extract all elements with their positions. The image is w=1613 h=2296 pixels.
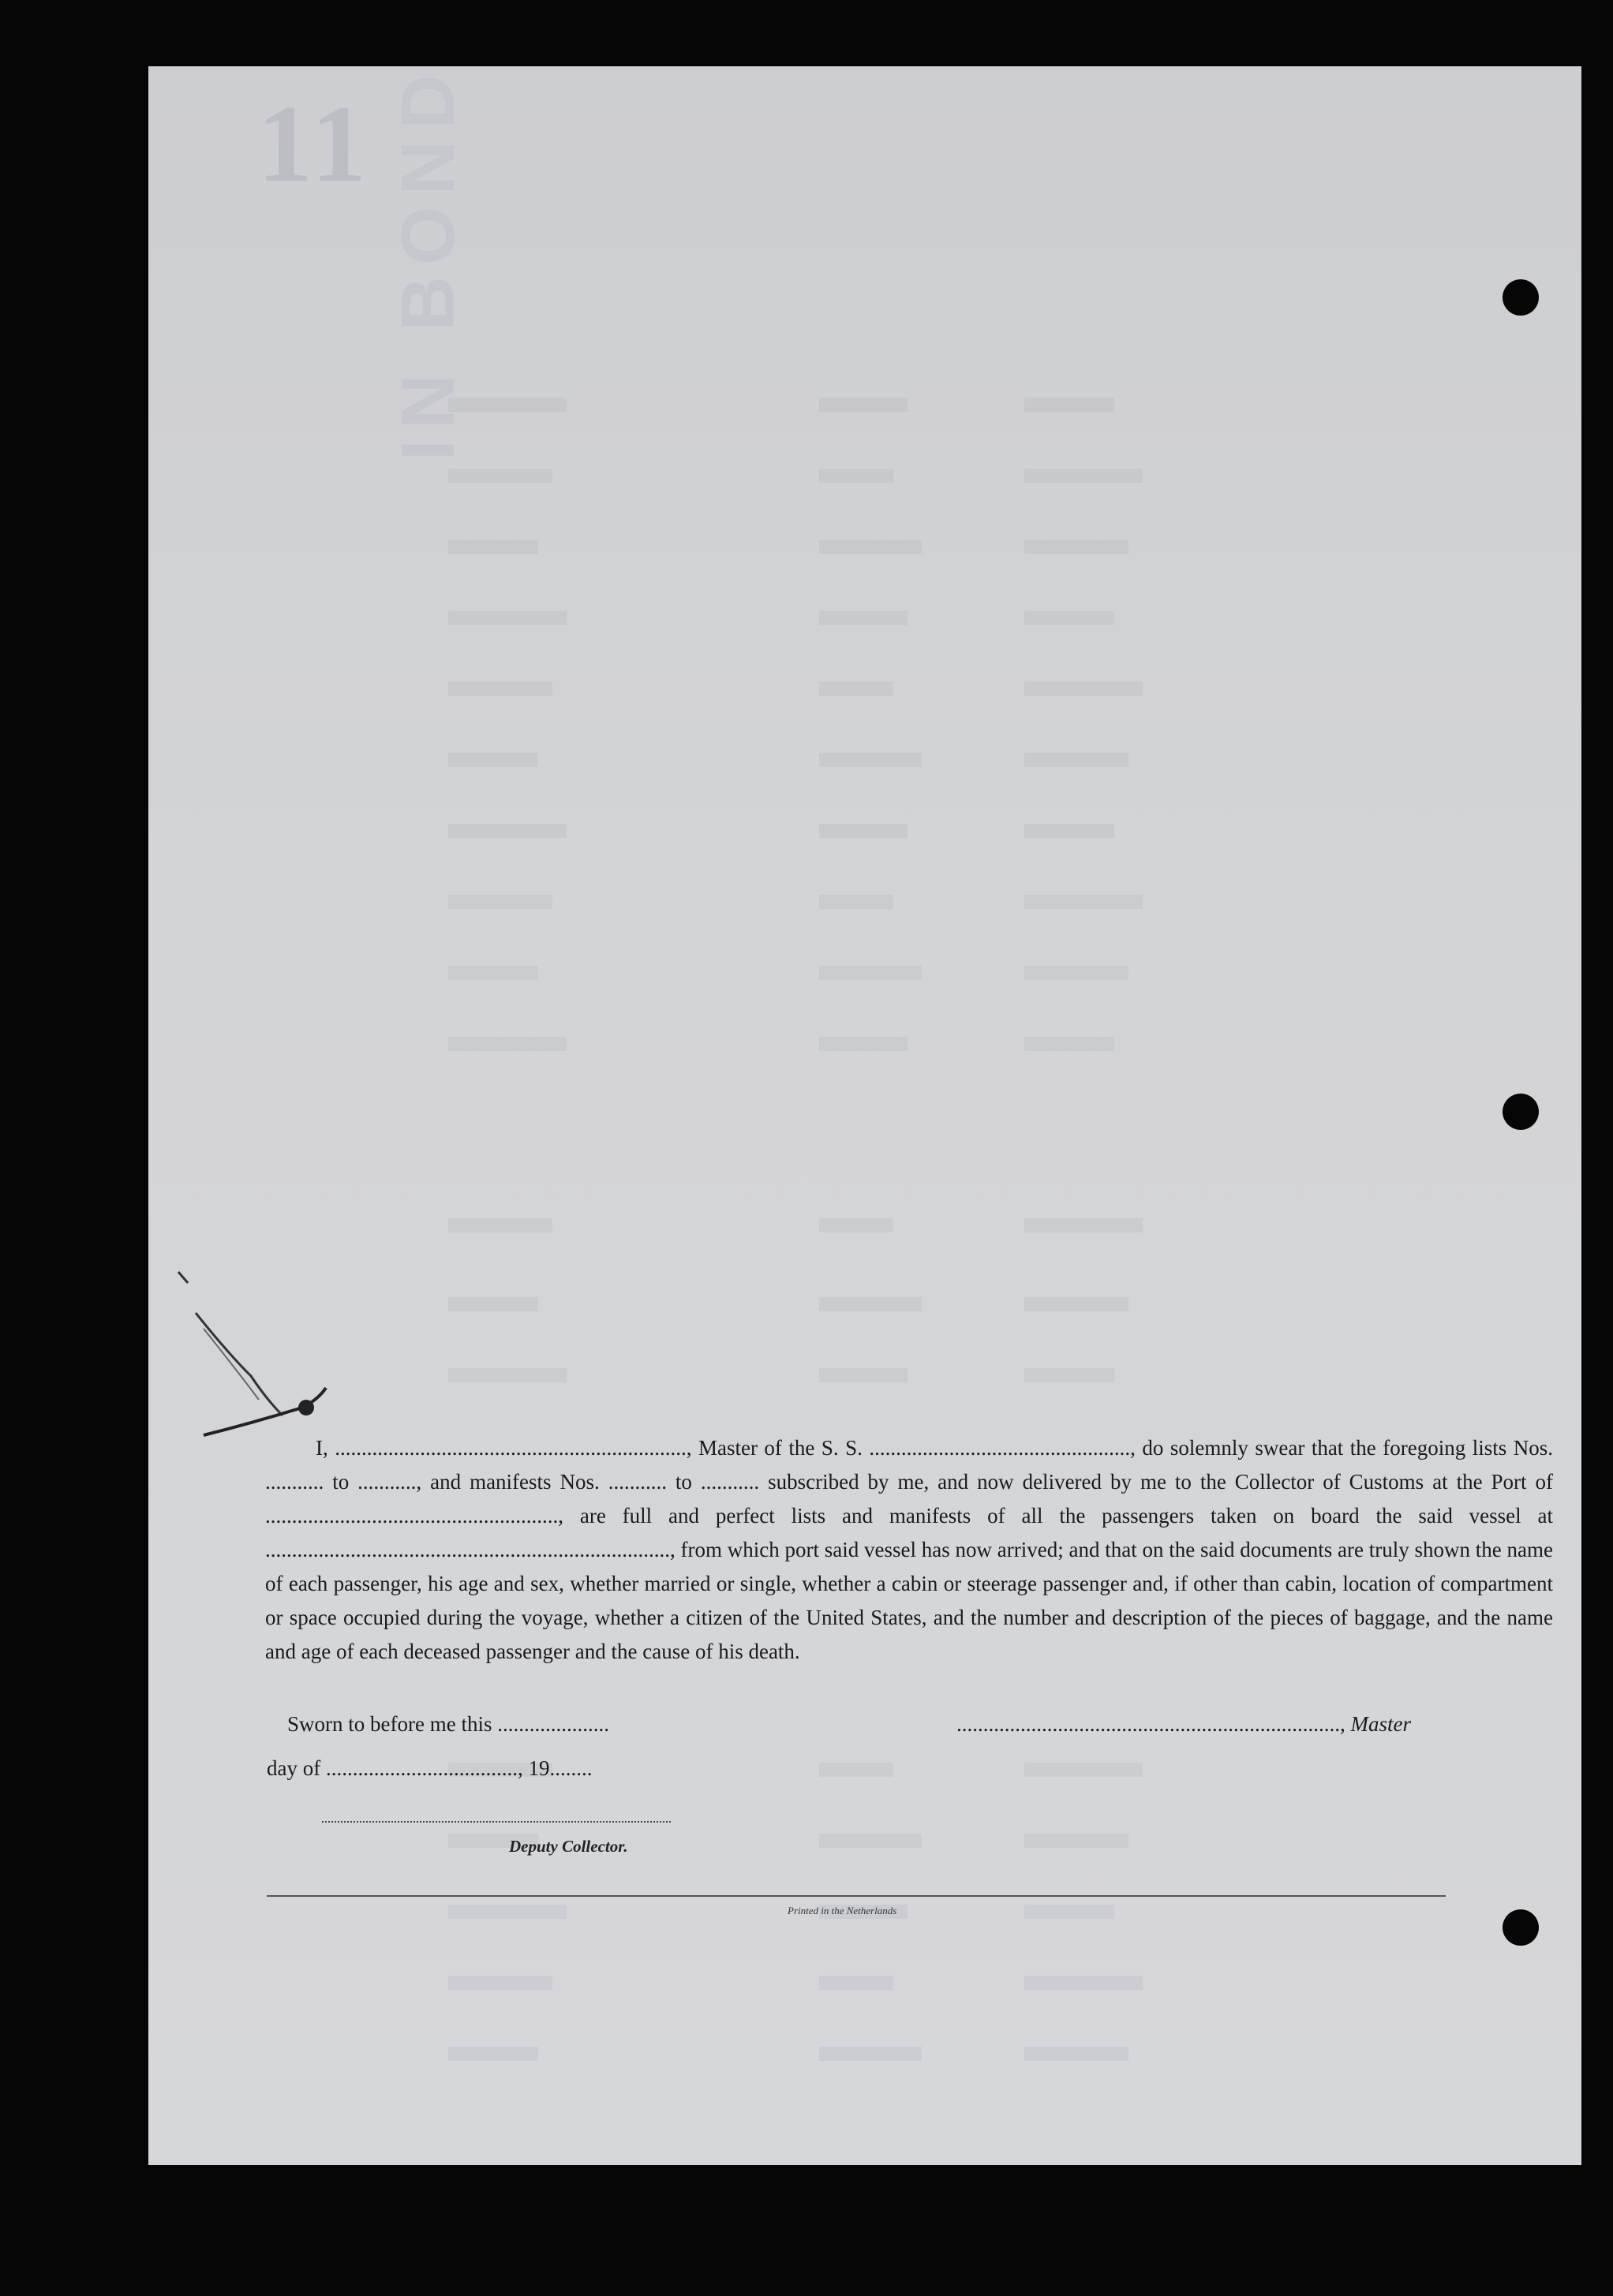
ghost-block	[1024, 895, 1143, 909]
ghost-block	[448, 398, 567, 412]
sworn-line: Sworn to before me this .....................	[287, 1712, 609, 1736]
ghost-block	[819, 1834, 922, 1848]
ghost-block	[819, 611, 908, 625]
ghost-block	[448, 753, 538, 767]
master-label: , Master	[1340, 1712, 1411, 1736]
ghost-block	[1024, 469, 1143, 483]
ghost-block	[1024, 1037, 1114, 1051]
ghost-block	[448, 1037, 567, 1051]
ghost-block	[1024, 1905, 1114, 1919]
oath-paragraph	[265, 1431, 1553, 1669]
ghost-block	[1024, 2047, 1128, 2061]
ghost-block	[1024, 682, 1143, 696]
ghost-block	[819, 2047, 922, 2061]
ghost-block	[448, 1218, 552, 1232]
ghost-block	[448, 1368, 567, 1382]
ghost-block	[819, 398, 908, 412]
ghost-block	[819, 1218, 893, 1232]
ghost-block	[448, 966, 538, 980]
ghost-block	[1024, 1976, 1143, 1990]
ghost-block	[448, 469, 552, 483]
ghost-block	[1024, 398, 1114, 412]
ghost-block	[448, 1976, 552, 1990]
binder-hole-top	[1503, 279, 1539, 316]
ghost-block	[819, 1763, 893, 1777]
ghost-block	[819, 1976, 893, 1990]
ghost-block	[448, 2047, 538, 2061]
ghost-block	[448, 1297, 538, 1311]
document-page	[148, 63, 1581, 2165]
ghost-block	[819, 966, 922, 980]
ghost-block	[1024, 1368, 1114, 1382]
ghost-block	[819, 895, 893, 909]
ghost-block	[448, 682, 552, 696]
ghost-block	[819, 469, 893, 483]
ghost-block	[1024, 1763, 1143, 1777]
ghost-block	[448, 895, 552, 909]
ghost-block	[819, 1037, 908, 1051]
ghost-block	[448, 824, 567, 838]
ghost-block	[819, 1368, 908, 1382]
master-signature-line	[956, 1712, 1411, 1737]
oath-text: I, .................................................................., Master of the S. S. ................................................., do solemnly swear that the foregoing lists Nos. ........... to ..........., and manifests Nos. ........... to ........... subscribed by me, and now delivered by me to the Collector of Customs at the Port of ......................................................., are full and perfect lists and manifests of all the passengers taken on board the said vessel at ............................................................................, from which port said vessel has now arrived; and that on the said documents are truly shown the name of each passenger, his age and sex, whether married or single, whether a cabin or steerage passenger and, if other than cabin, location of compartment or space occupied during the voyage, whether a citizen of the United States, and the number and description of the pieces of baggage, and the name and age of each deceased passenger and the cause of his death.	[265, 1436, 1553, 1663]
ghost-block	[819, 824, 908, 838]
master-dots: ........................................................................	[956, 1712, 1340, 1736]
ghost-block	[1024, 611, 1114, 625]
ghost-block	[1024, 824, 1114, 838]
ghost-block	[1024, 540, 1128, 554]
ghost-block	[819, 753, 922, 767]
ghost-block	[448, 611, 567, 625]
deputy-collector-label: Deputy Collector.	[509, 1837, 628, 1856]
ghost-block	[1024, 1218, 1143, 1232]
binder-hole-bottom	[1503, 1909, 1539, 1946]
ghost-block	[1024, 1834, 1128, 1848]
day-line: day of ...................................., 19........	[267, 1756, 593, 1780]
ghost-block	[1024, 966, 1128, 980]
deputy-signature-dots	[322, 1821, 671, 1823]
ghost-block	[819, 1297, 922, 1311]
ghost-block	[448, 540, 538, 554]
ghost-block	[819, 682, 893, 696]
ghost-block	[448, 1905, 567, 1919]
pen-mark-scribble	[164, 1266, 346, 1455]
ghost-stamp: IN BOND	[386, 63, 470, 461]
footer-rule	[267, 1895, 1446, 1897]
ghost-page-number: 11	[257, 83, 372, 205]
printed-in-label: Printed in the Netherlands	[788, 1905, 897, 1916]
ghost-block	[1024, 1297, 1128, 1311]
ghost-block	[1024, 753, 1128, 767]
ghost-block	[819, 540, 922, 554]
binder-hole-middle	[1503, 1094, 1539, 1130]
